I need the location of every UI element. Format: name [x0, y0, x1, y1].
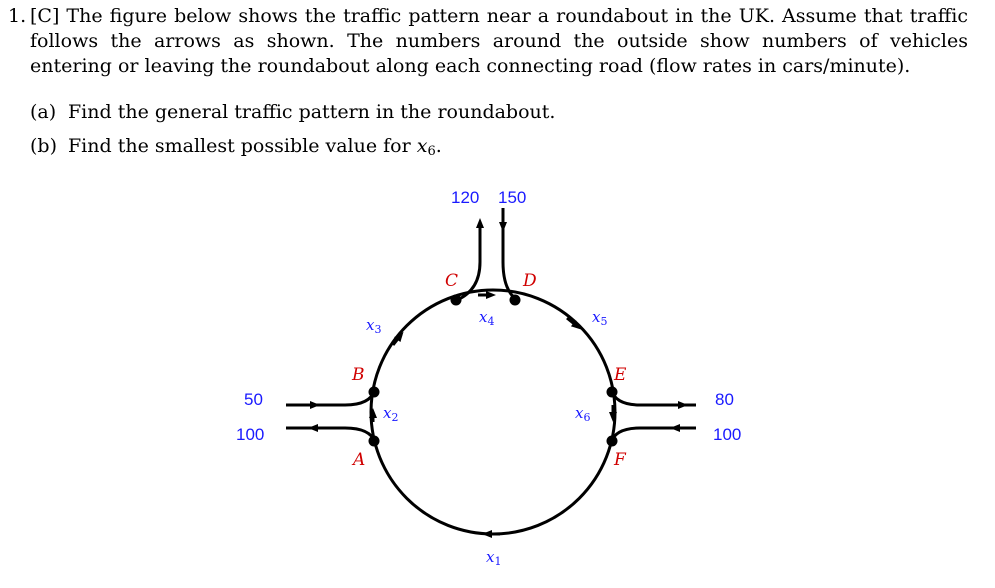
- node-label-d: D: [523, 271, 537, 291]
- node-dot-f: [607, 436, 618, 447]
- node-dot-e: [607, 387, 618, 398]
- road-right-in: [611, 428, 696, 442]
- part-b-variable: x: [416, 135, 428, 157]
- part-b-text: Find the smallest possible value for: [68, 135, 417, 157]
- var-x3: $x_3$: [366, 316, 382, 336]
- var-x6: $x_6$: [575, 404, 591, 424]
- part-b-tail: .: [435, 135, 442, 157]
- node-dot-a: [369, 436, 380, 447]
- node-label-c: C: [445, 271, 459, 291]
- flow-left-in: 50: [244, 390, 263, 409]
- node-label-e: E: [614, 365, 627, 385]
- road-left-in: [286, 390, 375, 405]
- flow-left-out: 100: [236, 425, 265, 444]
- part-a-text: Find the general traffic pattern in the roundabout.: [68, 101, 556, 123]
- problem-number: 1.: [8, 5, 27, 27]
- var-x4: $x_4$: [479, 308, 495, 328]
- node-label-a: A: [353, 450, 366, 470]
- node-label-f: F: [614, 450, 626, 470]
- flow-right-in: 100: [713, 425, 742, 444]
- road-d-in: [503, 208, 517, 300]
- var-x1: $x_1$: [486, 548, 502, 568]
- node-dot-d: [510, 295, 521, 306]
- road-left-out: [286, 428, 375, 442]
- flow-top-right: 150: [498, 188, 527, 207]
- node-dot-c: [451, 295, 462, 306]
- node-dot-b: [369, 387, 380, 398]
- road-c-out: [457, 222, 480, 300]
- flow-top-left: 120: [451, 188, 480, 207]
- road-right-out: [611, 390, 696, 405]
- part-b-variable-sub: 6: [427, 144, 436, 159]
- node-label-b: B: [352, 365, 365, 385]
- flow-right-out: 80: [715, 390, 734, 409]
- part-a-label: (a): [30, 101, 57, 123]
- part-b-label: (b): [30, 135, 57, 157]
- var-x5: $x_5$: [592, 308, 608, 328]
- var-x2: $x_2$: [383, 404, 399, 424]
- problem-text: [C] The figure below shows the traffic pattern near a roundabout in the UK. Assume that traffic follows the arrows as shown. The numbers around the outside show numbers of vehicles entering or leaving the roundabout along each connecting road (flow rates in cars/minute).: [30, 5, 968, 77]
